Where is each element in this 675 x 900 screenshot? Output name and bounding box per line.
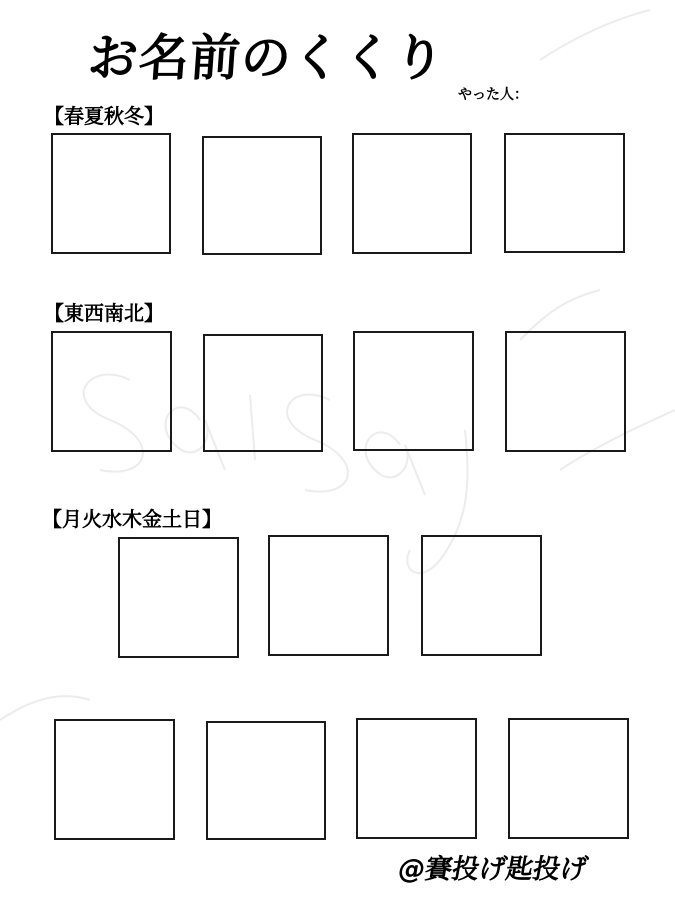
season-slot[interactable] <box>352 133 472 254</box>
direction-slot[interactable] <box>51 331 172 452</box>
season-slot[interactable] <box>202 136 322 255</box>
weekday-slot[interactable] <box>508 718 629 839</box>
weekday-slot[interactable] <box>356 718 477 839</box>
direction-slot[interactable] <box>505 331 626 452</box>
season-slot[interactable] <box>504 133 625 253</box>
page-title: お名前のくくり <box>85 29 448 87</box>
section-label-weekdays: 【月火水木金土日】 <box>42 507 222 531</box>
direction-slot[interactable] <box>203 334 323 452</box>
author-credit: @賽投げ匙投げ <box>395 854 590 885</box>
weekday-slot[interactable] <box>54 719 175 840</box>
weekday-slot[interactable] <box>268 535 389 656</box>
section-label-directions: 【東西南北】 <box>44 301 164 325</box>
section-label-seasons: 【春夏秋冬】 <box>44 104 164 128</box>
weekday-slot[interactable] <box>118 537 239 658</box>
doer-label: やった人： <box>458 87 528 103</box>
direction-slot[interactable] <box>353 331 474 451</box>
weekday-slot[interactable] <box>206 721 326 840</box>
weekday-slot[interactable] <box>421 535 542 656</box>
season-slot[interactable] <box>51 133 171 254</box>
